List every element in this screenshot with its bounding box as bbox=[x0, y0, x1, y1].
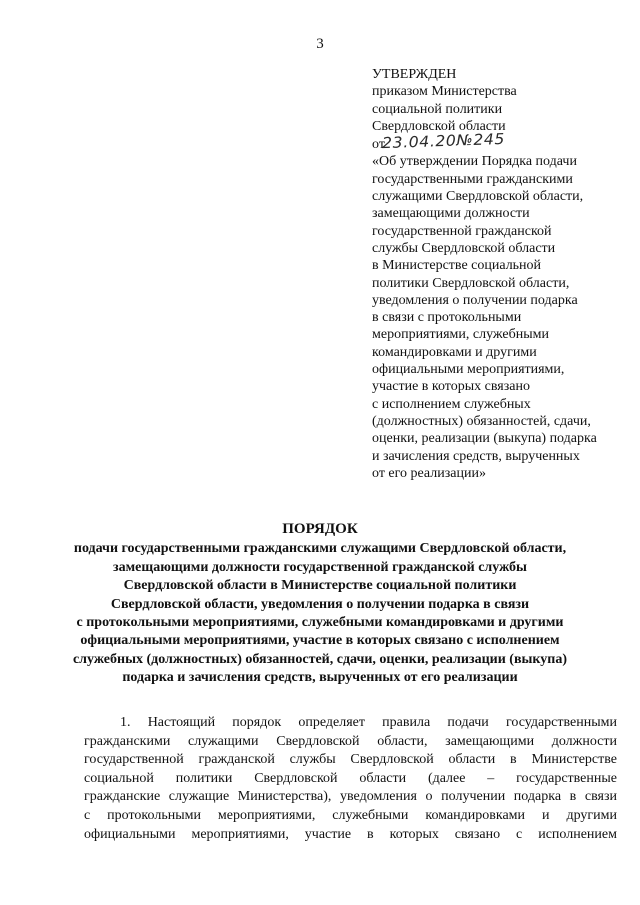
approval-title-line: служащими Свердловской области, bbox=[372, 189, 584, 205]
approval-title-line: участие в которых связано bbox=[372, 379, 530, 395]
approval-block bbox=[372, 66, 634, 482]
approval-title-line: политики Свердловской области, bbox=[372, 275, 570, 291]
document-title-block bbox=[0, 520, 640, 688]
document-subtitle-line: с протокольными мероприятиями, служебными командировками и другими bbox=[76, 615, 564, 631]
document-subtitle-line: Свердловской области, уведомления о получении подарка в связи bbox=[110, 596, 530, 612]
document-title: ПОРЯДОК bbox=[282, 521, 358, 537]
paragraph-1 bbox=[84, 714, 617, 844]
approval-title-line: государственными гражданскими bbox=[372, 171, 573, 187]
approval-date-prefix: от bbox=[372, 137, 385, 153]
approval-title-line: и зачисления средств, вырученных bbox=[372, 448, 580, 464]
document-subtitle-line: подарка и зачисления средств, вырученных от его реализации bbox=[122, 670, 518, 686]
paragraph-line: государственной гражданской службы Свердловской области в Министерстве bbox=[84, 752, 617, 768]
paragraph-line: гражданские служащие Министерства), уведомления о получении подарка в связи bbox=[84, 789, 617, 805]
approval-title-line: государственной гражданской bbox=[372, 223, 552, 239]
document-subtitle-line: подачи государственными гражданскими служащими Свердловской области, bbox=[73, 541, 567, 557]
paragraph-line: 1. Настоящий порядок определяет правила подачи государственными bbox=[120, 715, 617, 730]
approval-title-line: с исполнением служебных bbox=[372, 396, 531, 412]
approval-title-line: (должностных) обязанностей, сдачи, bbox=[372, 413, 591, 429]
document-subtitle-line: замещающими должности государственной гражданской службы bbox=[113, 559, 527, 575]
approval-title-line: от его реализации» bbox=[372, 465, 486, 481]
approval-line: Свердловской области bbox=[372, 118, 506, 134]
approval-title-line: замещающими должности bbox=[372, 206, 530, 222]
document-subtitle-line: официальными мероприятиями, участие в которых связано с исполнением bbox=[80, 633, 560, 649]
approval-title-line: оценки, реализации (выкупа) подарка bbox=[372, 431, 597, 447]
approval-title-line: командировками и другими bbox=[372, 344, 537, 360]
approval-line: приказом Министерства bbox=[372, 84, 517, 100]
approval-title-line: мероприятиями, служебными bbox=[372, 327, 549, 343]
paragraph-line: с протокольными мероприятиями, служебными командировками и другими bbox=[84, 807, 617, 823]
approval-line: социальной политики bbox=[372, 101, 503, 117]
paragraph-line: социальной политики Свердловской области (далее – государственные bbox=[84, 770, 617, 786]
paragraph-line: гражданскими служащими Свердловской области, замещающими должности bbox=[84, 733, 617, 749]
approval-title-line: «Об утверждении Порядка подачи bbox=[372, 154, 577, 170]
page-number: 3 bbox=[316, 36, 324, 52]
approval-title-line: службы Свердловской области bbox=[372, 240, 556, 256]
approval-date-line bbox=[372, 130, 634, 153]
approval-title-line: в связи с протокольными bbox=[372, 310, 522, 326]
document-subtitle-line: служебных (должностных) обязанностей, сдачи, оценки, реализации (выкупа) bbox=[72, 651, 568, 667]
approval-title-line: официальными мероприятиями, bbox=[372, 362, 565, 378]
document-subtitle-line: Свердловской области в Министерстве социальной политики bbox=[123, 578, 517, 594]
approval-heading: УТВЕРЖДЕН bbox=[372, 67, 457, 82]
paragraph-line: официальными мероприятиями, участие в которых связано с исполнением bbox=[84, 826, 617, 842]
approval-title-line: уведомления о получении подарка bbox=[372, 292, 578, 308]
handwritten-date: 23.04.20№245 bbox=[381, 130, 506, 153]
approval-title-line: в Министерстве социальной bbox=[372, 258, 542, 274]
